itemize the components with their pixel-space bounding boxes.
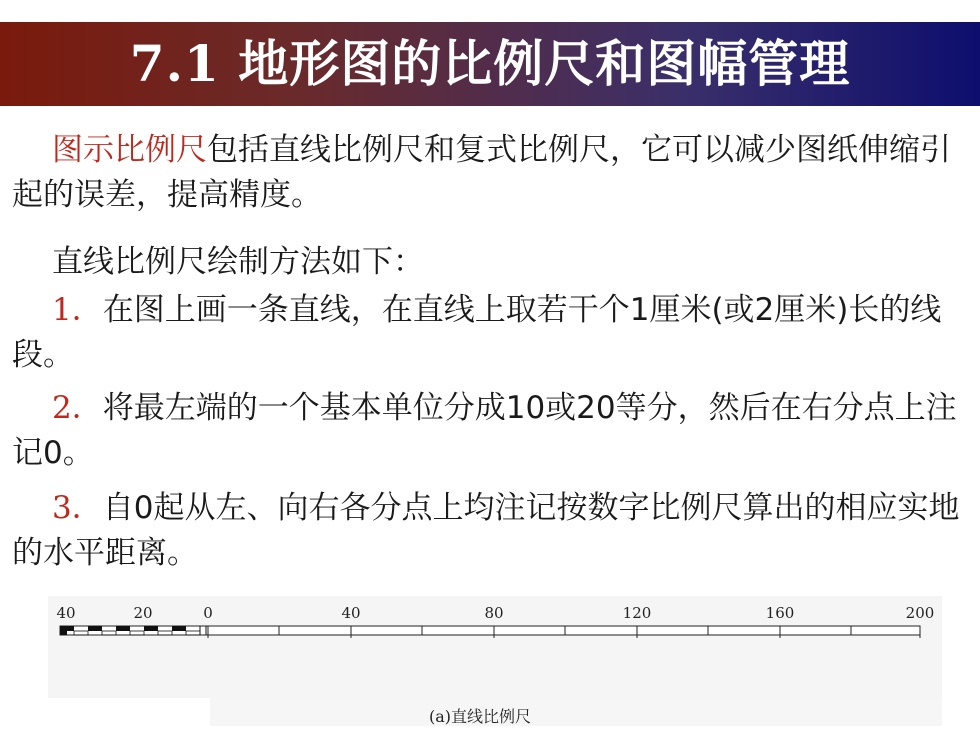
intro-text: 包括直线比例尺和复式比例尺，它可以减少图纸伸缩引起的误差，提高精度。 [12,132,951,213]
step-2 [12,386,972,476]
scale-label-1: 20 [133,604,153,622]
intro-paragraph [12,128,972,218]
scale-label-3: 40 [341,604,361,622]
scale-label-5: 120 [622,604,652,622]
title-bar [0,22,980,106]
scale-label-6: 160 [765,604,795,622]
step-3-text: 自0起从左、向右各分点上均注记按数字比例尺算出的相应实地的水平距离。 [12,490,960,571]
step-2-number: 2． [52,390,103,426]
step-1-text: 在图上画一条直线，在直线上取若干个1厘米(或2厘米)长的线段。 [12,292,942,373]
linear-scale-bar [48,598,942,648]
step-3 [12,486,972,576]
step-2-text: 将最左端的一个基本单位分成10或20等分，然后在右分点上注记0。 [12,390,957,471]
method-heading-paragraph [12,240,972,285]
scale-label-7: 200 [905,604,935,622]
slide-title: 7.1 地形图的比例尺和图幅管理 [129,34,851,93]
step-1-number: 1． [52,292,103,328]
intro-highlight: 图示比例尺 [52,132,207,168]
scale-label-0: 40 [56,604,76,622]
scale-bar-outline [60,626,920,635]
step-3-number: 3． [52,490,103,526]
scale-tick-labels [56,604,934,622]
scale-label-4: 80 [484,604,504,622]
method-heading: 直线比例尺绘制方法如下： [52,244,424,280]
figure-caption: (a)直线比例尺 [428,707,532,726]
scale-label-2: 0 [203,604,213,622]
step-1 [12,288,972,378]
